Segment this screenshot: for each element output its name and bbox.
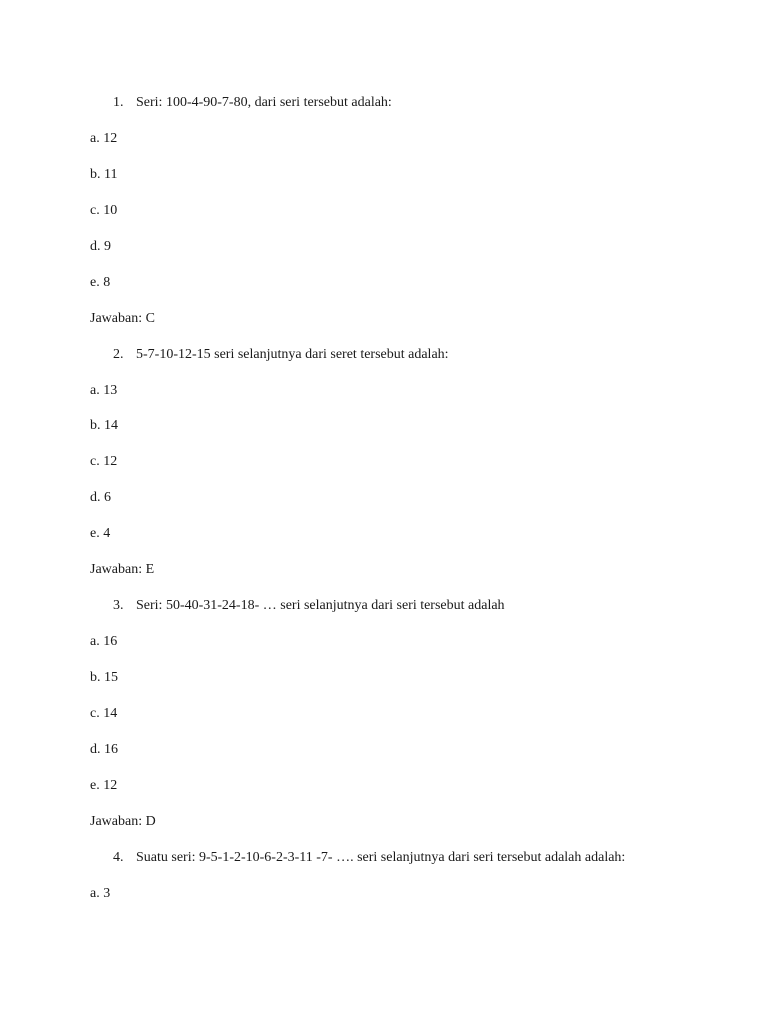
question-number: 1. — [113, 95, 124, 110]
option-e: e. 8 — [90, 275, 111, 290]
option-b: b. 14 — [90, 418, 118, 433]
option-d: d. 6 — [90, 490, 111, 505]
answer: Jawaban: C — [90, 311, 155, 326]
option-c: c. 10 — [90, 203, 118, 218]
option-c: c. 14 — [90, 706, 118, 721]
option-b: b. 11 — [90, 167, 118, 182]
question-text: Suatu seri: 9-5-1-2-10-6-2-3-11 -7- …. seri selanjutnya dari seri tersebut adalah adalah: — [136, 850, 626, 865]
option-a: a. 16 — [90, 634, 118, 649]
option-d: d. 16 — [90, 742, 118, 757]
question-number: 3. — [113, 598, 124, 613]
option-a: a. 12 — [90, 131, 118, 146]
answer: Jawaban: D — [90, 814, 156, 829]
question-number: 2. — [113, 347, 124, 362]
question-1 — [113, 95, 392, 111]
question-text: Seri: 50-40-31-24-18- … seri selanjutnya dari seri tersebut adalah — [136, 598, 505, 613]
option-e: e. 4 — [90, 526, 111, 541]
option-b: b. 15 — [90, 670, 118, 685]
option-a: a. 13 — [90, 383, 118, 398]
question-4 — [113, 850, 625, 866]
question-2 — [113, 347, 449, 363]
question-number: 4. — [113, 850, 124, 865]
option-a: a. 3 — [90, 886, 111, 901]
question-text: 5-7-10-12-15 seri selanjutnya dari seret tersebut adalah: — [136, 347, 449, 362]
option-c: c. 12 — [90, 454, 118, 469]
option-d: d. 9 — [90, 239, 111, 254]
question-text: Seri: 100-4-90-7-80, dari seri tersebut adalah: — [136, 95, 392, 110]
answer: Jawaban: E — [90, 562, 155, 577]
option-e: e. 12 — [90, 778, 118, 793]
question-3 — [113, 598, 505, 614]
